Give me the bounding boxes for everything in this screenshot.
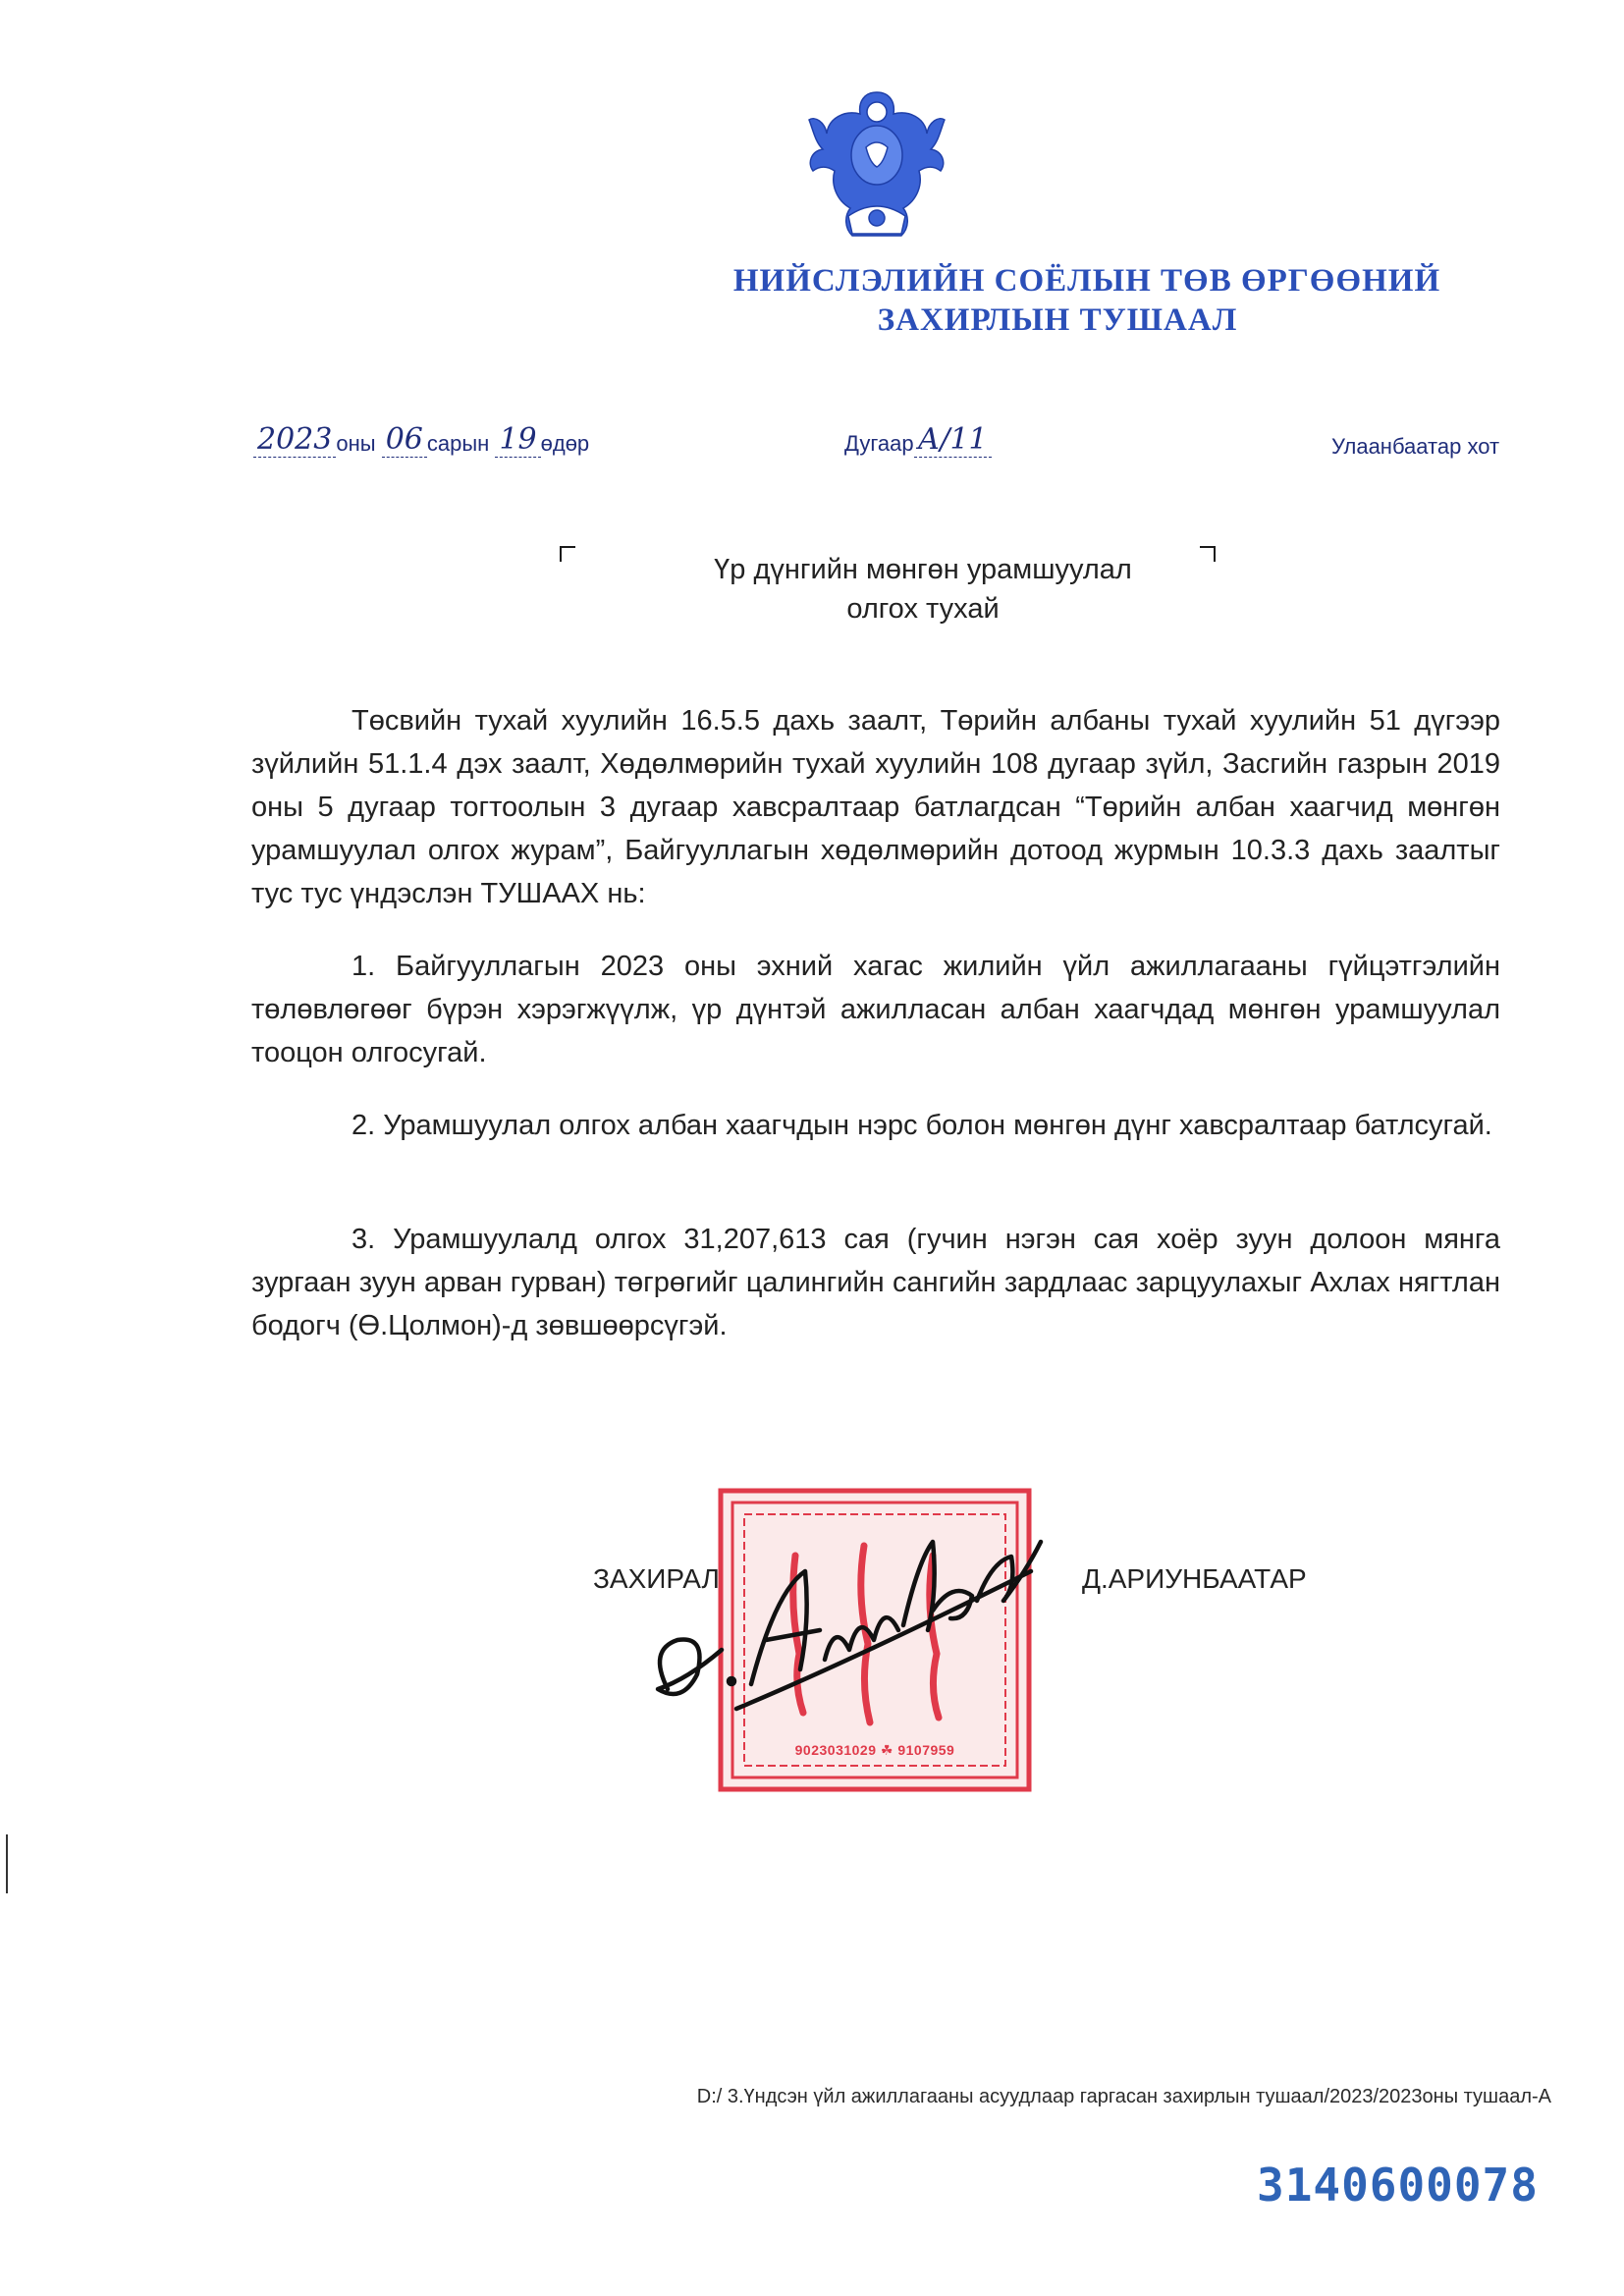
stamp-number: 9023031029 ☘ 9107959 [794,1742,955,1758]
file-path: D:/ 3.Үндсэн үйл ажиллагааны асуудлаар гаргасан захирлын тушаал/2023/2023оны тушаал-А [696,2086,1551,2107]
order-item-1: 1. Байгууллагын 2023 оны эхний хагас жилийн үйл ажиллагааны гүйцэтгэлийн төлөвлөгөөг бүрэн хэрэгжүүлж, үр дүнтэй ажилласан албан хаагчдад мөнгөн урамшуулал тооцон олгосугай. [251,951,1500,1068]
month-handwritten: 06 [382,422,427,458]
day-suffix: өдөр [540,431,590,456]
order-number [844,424,992,460]
year-suffix: оны [336,431,376,456]
subject-line1: Үр дүнгийн мөнгөн урамшуулал [714,554,1132,585]
number-handwritten: А/11 [914,422,992,458]
subject [628,550,1218,629]
document-serial: 3140600078 [1257,2159,1539,2212]
org-title-line1: НИЙСЛЭЛИЙН СОЁЛЫН ТӨВ ӨРГӨӨНИЙ [732,263,1441,299]
order-item-3: 3. Урамшуулалд олгох 31,207,613 сая (гучин нэгэн сая хоёр зуун долоон мянга зургаан зуун арван гурван) төгрөгийг цалингийн сангийн зардлаас зарцуулахыг Ахлах нягтлан бодогч (Ө.Цолмон)-д зөвшөөрсүгэй. [251,1224,1500,1341]
subject-line2: олгох тухай [846,593,1000,625]
order-item-2: 2. Урамшуулал олгох албан хаагчдын нэрс болон мөнгөн дүнг хавсралтаар батлсугай. [352,1110,1492,1141]
year-handwritten: 2023 [253,422,336,458]
city: Улаанбаатар хот [1331,434,1500,459]
date-line [253,424,589,460]
org-title-line2: ЗАХИРЛЫН ТУШААЛ [877,302,1238,338]
state-emblem-icon [805,86,948,246]
intro-paragraph: Төсвийн тухай хуулийн 16.5.5 дахь заалт, Төрийн албаны тухай хуулийн 51 дүгээр зүйлийн 51.1.4 дэх заалт, Хөдөлмөрийн тухай хуулийн 108 дугаар зүйл, Засгийн газрын 2019 оны 5 дугаар тогтоолын 3 дугаар хавсралтаар батлагдсан “Төрийн албан хаагчид мөнгөн урамшуулал олгох журам”, Байгууллагын хөдөлмөрийн дотоод журмын 10.3.3 дахь заалтыг тус тус үндэслэн ТУШААХ нь: [251,705,1500,909]
handwritten-signature-icon [638,1503,1080,1748]
scan-mark [6,1834,8,1893]
signatory-title: ЗАХИРАЛ [593,1563,720,1594]
subject-bracket-left [560,546,575,562]
signatory-name: Д.АРИУНБААТАР [1082,1563,1307,1594]
day-handwritten: 19 [495,422,540,458]
number-label: Дугаар [844,431,914,456]
month-suffix: сарын [426,431,490,456]
